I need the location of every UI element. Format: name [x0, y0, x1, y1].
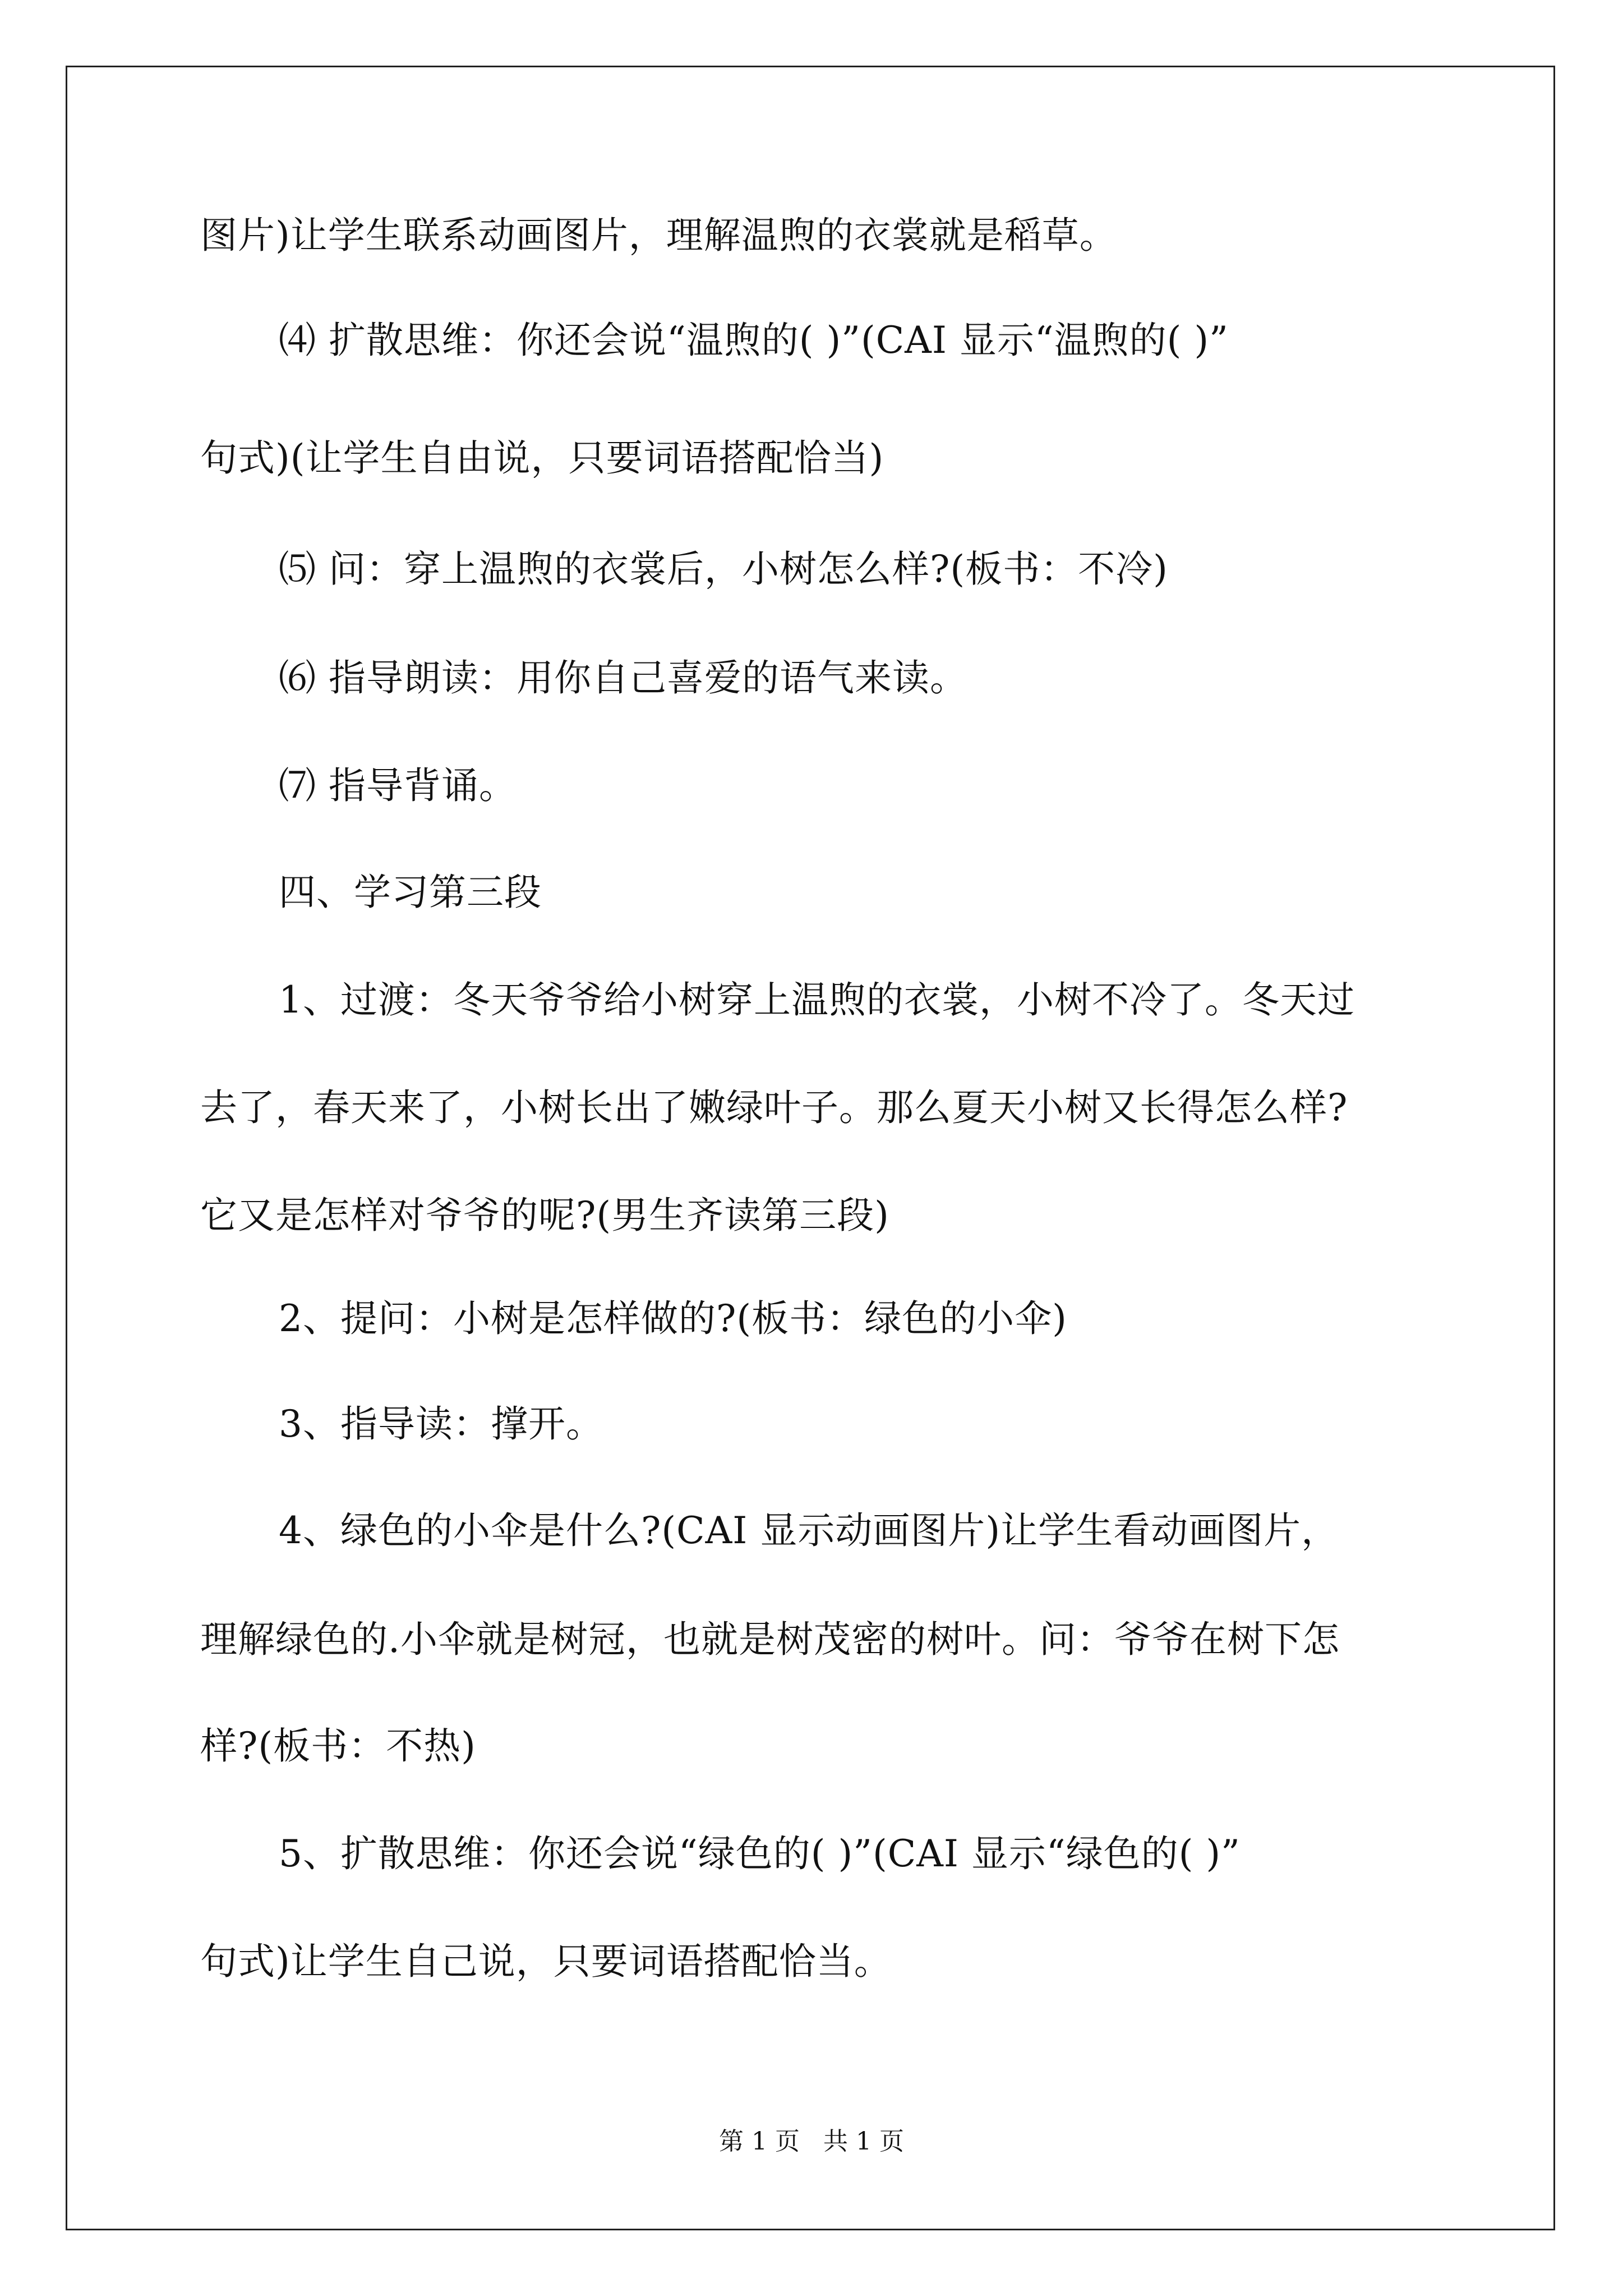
body-line: 5、扩散思维：你还会说“绿色的( )”(CAI 显示“绿色的( )” — [279, 1832, 1241, 1875]
body-line: ⑺ 指导背诵。 — [279, 764, 517, 807]
body-line: 去了，春天来了，小树长出了嫩绿叶子。那么夏天小树又长得怎么样? — [200, 1086, 1348, 1129]
body-line: 句式)(让学生自由说，只要词语搭配恰当) — [200, 436, 884, 480]
body-line: 句式)让学生自己说，只要词语搭配恰当。 — [200, 1940, 892, 1983]
section-heading: 四、学习第三段 — [279, 871, 542, 914]
body-line: 样?(板书：不热) — [200, 1724, 476, 1768]
body-line: ⑹ 指导朗读：用你自己喜爱的语气来读。 — [279, 656, 967, 700]
page-footer: 第 1 页 共 1 页 — [719, 2127, 904, 2156]
body-line: 3、指导读：撑开。 — [279, 1402, 603, 1446]
body-line: 1、过渡：冬天爷爷给小树穿上温煦的衣裳，小树不冷了。冬天过 — [279, 978, 1355, 1022]
body-line: ⑸ 问：穿上温煦的衣裳后，小树怎么样?(板书：不冷) — [279, 547, 1168, 591]
body-line: 4、绿色的小伞是什么?(CAI 显示动画图片)让学生看动画图片， — [279, 1509, 1339, 1552]
body-line: 2、提问：小树是怎样做的?(板书：绿色的小伞) — [279, 1297, 1067, 1340]
body-line: 理解绿色的.小伞就是树冠，也就是树茂密的树叶。问：爷爷在树下怎 — [200, 1618, 1340, 1661]
body-line: ⑷ 扩散思维：你还会说“温煦的( )”(CAI 显示“温煦的( )” — [279, 319, 1229, 362]
body-line: 图片)让学生联系动画图片，理解温煦的衣裳就是稻草。 — [200, 214, 1117, 257]
body-line: 它又是怎样对爷爷的呢?(男生齐读第三段) — [200, 1194, 889, 1237]
page-border — [66, 66, 1555, 2230]
